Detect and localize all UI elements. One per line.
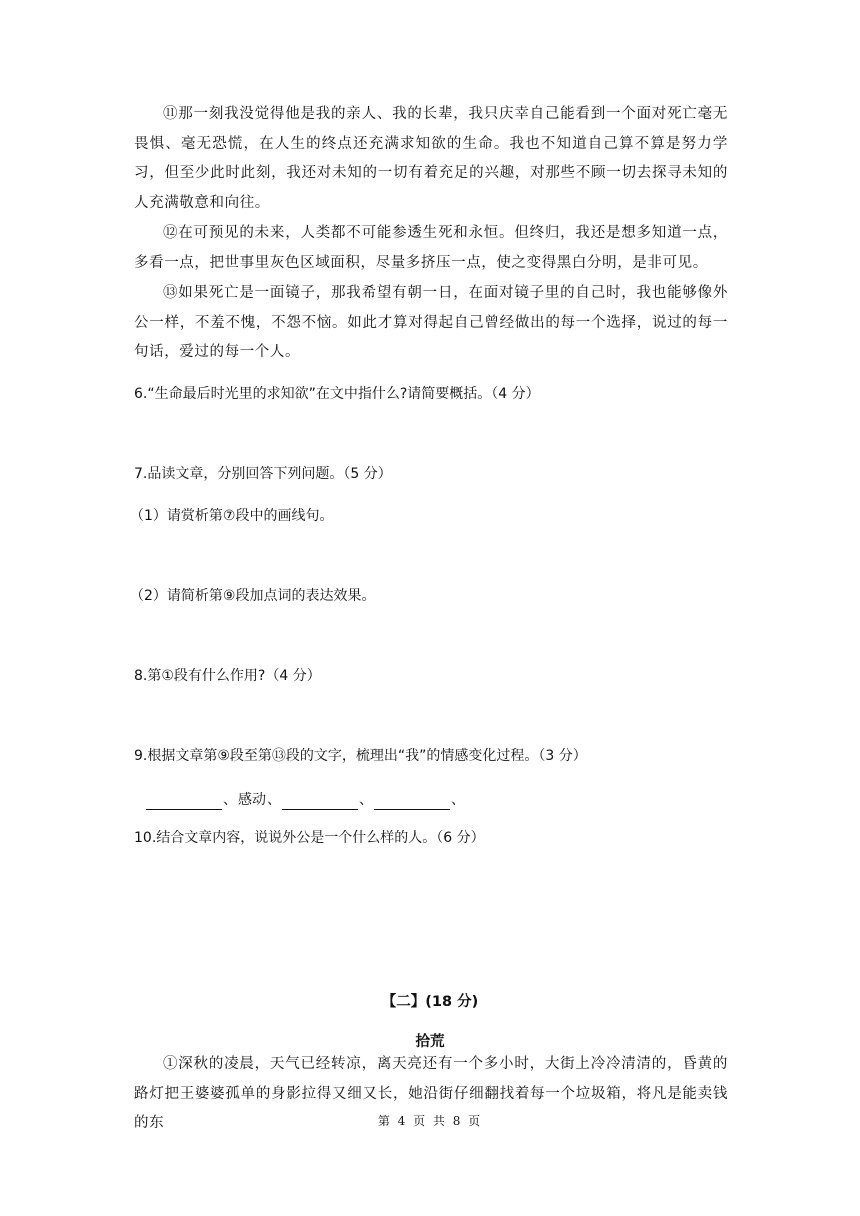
answer-blank-1[interactable] — [146, 793, 222, 810]
question-7-2: （2）请简析第⑨段加点词的表达效果。 — [130, 588, 376, 604]
question-9-answer-blanks — [146, 790, 466, 810]
separator: 、 — [359, 792, 373, 808]
separator: 、 — [267, 792, 281, 808]
paragraph-11: ⑪那一刻我没觉得他是我的亲人、我的长辈，我只庆幸自己能看到一个面对死亡毫无畏惧、毫无恐慌，在人生的终点还充满求知欲的生命。我也不知道自己算不算是努力学习，但至少此时此刻，我还对未知的一切有着充足的兴趣，对那些不顾一切去探寻未知的人充满敬意和向往。 — [134, 106, 728, 211]
section-two-title: 【二】(18 分) — [381, 994, 479, 1010]
question-6: 6.“生命最后时光里的求知欲”在文中指什么?请简要概括。（4 分） — [134, 386, 540, 402]
separator: 、 — [451, 792, 465, 808]
article-title: 拾荒 — [415, 1034, 445, 1050]
page-footer: 第 4 页 共 8 页 — [377, 1114, 483, 1128]
question-8: 8.第①段有什么作用?（4 分） — [134, 668, 321, 684]
article-paragraph-1: ①深秋的凌晨，天气已经转凉，离天亮还有一个多小时，大街上冷冷清清的，昏黄的路灯把王婆婆孤单的身影拉得又细又长，她沿街仔细翻找着每一个垃圾箱，将凡是能卖钱的东 — [134, 1056, 728, 1131]
given-emotion: 感动 — [238, 792, 266, 808]
question-9: 9.根据文章第⑨段至第⑬段的文字，梳理出“我”的情感变化过程。（3 分） — [134, 748, 587, 764]
paragraph-13: ⑬如果死亡是一面镜子，那我希望有朝一日，在面对镜子里的自己时，我也能够像外公一样，不羞不愧，不怨不恼。如此才算对得起自己曾经做出的每一个选择，说过的每一句话，爱过的每一个人。 — [134, 285, 728, 360]
answer-blank-2[interactable] — [282, 793, 358, 810]
paragraph-12: ⑫在可预见的未来，人类都不可能参透生死和永恒。但终归，我还是想多知道一点，多看一点，把世事里灰色区域面积，尽量多挤压一点，使之变得黑白分明，是非可见。 — [134, 225, 728, 271]
separator: 、 — [223, 792, 237, 808]
answer-blank-3[interactable] — [374, 793, 450, 810]
question-7-1: （1）请赏析第⑦段中的画线句。 — [130, 508, 334, 524]
question-7: 7.品读文章，分别回答下列问题。（5 分） — [134, 466, 392, 482]
question-10: 10.结合文章内容，说说外公是一个什么样的人。（6 分） — [134, 830, 485, 846]
